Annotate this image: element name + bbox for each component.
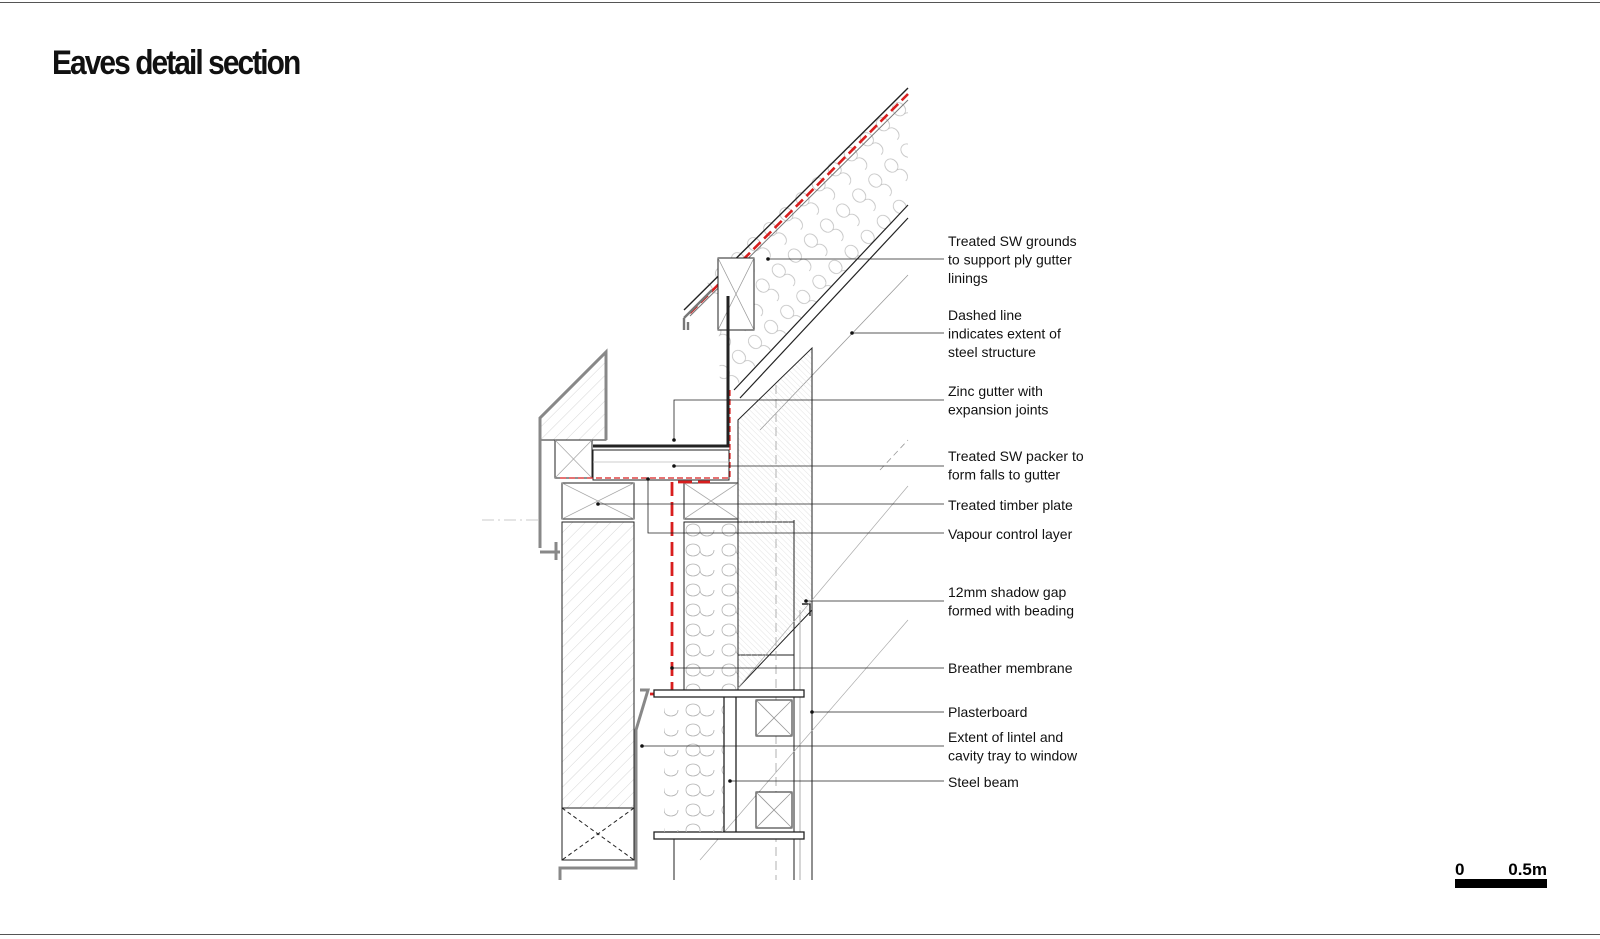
label-treated-timber-plate: Treated timber plate xyxy=(948,497,1073,513)
timber-plate xyxy=(562,483,738,519)
label-shadow-gap: 12mm shadow gap formed with beading xyxy=(948,584,1075,619)
scale-bar-rect xyxy=(1455,879,1547,888)
gutter-packer xyxy=(593,450,729,480)
scale-bar-end: 0.5m xyxy=(1508,860,1547,879)
label-dashed-line-extent: Dashed line indicates extent of steel structure xyxy=(948,307,1061,360)
label-lintel-extent: Extent of lintel and cavity tray to window xyxy=(948,729,1078,764)
label-vapour-control-layer: Vapour control layer xyxy=(948,526,1073,542)
scale-bar xyxy=(1455,860,1547,888)
outer-cladding xyxy=(560,522,648,880)
label-plasterboard: Plasterboard xyxy=(948,704,1028,720)
steel-beam xyxy=(654,690,804,880)
label-steel-beam: Steel beam xyxy=(948,774,1019,790)
label-treated-sw-grounds: Treated SW grounds to support ply gutter linings xyxy=(948,233,1077,286)
labels xyxy=(948,233,1088,790)
scale-bar-start: 0 xyxy=(1455,860,1465,879)
label-breather-membrane: Breather membrane xyxy=(948,660,1073,676)
page-title: Eaves detail section xyxy=(52,44,300,82)
label-treated-sw-packer: Treated SW packer to form falls to gutter xyxy=(948,448,1084,483)
roof-insulation xyxy=(703,92,908,388)
steel-dashed-hatch xyxy=(738,348,812,688)
label-zinc-gutter: Zinc gutter with expansion joints xyxy=(948,383,1049,418)
